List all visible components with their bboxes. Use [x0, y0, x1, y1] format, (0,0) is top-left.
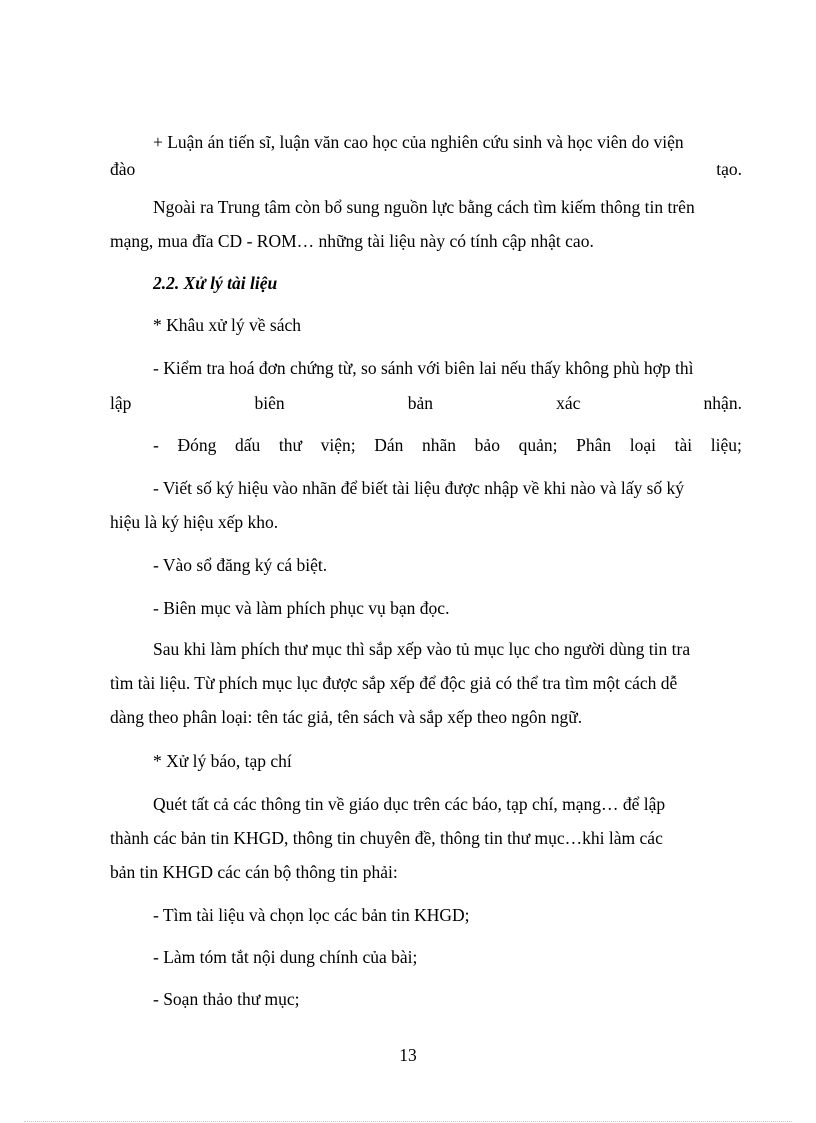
para3-line1: Sau khi làm phích thư mục thì sắp xếp vào tủ mục lục cho người dùng tin tra — [153, 639, 691, 659]
item2-word: quản; — [518, 435, 558, 455]
item4: - Vào sổ đăng ký cá biệt. — [153, 555, 328, 575]
item2-word: liệu; — [710, 435, 742, 455]
item2-word: nhãn — [422, 435, 457, 455]
item2-word: Dán — [374, 435, 404, 455]
item2-word: loại — [629, 435, 656, 455]
para2-line1: Ngoài ra Trung tâm còn bổ sung nguồn lực bằng cách tìm kiếm thông tin trên — [153, 197, 695, 217]
para2-line2: mạng, mua đĩa CD - ROM… những tài liệu này có tính cập nhật cao. — [110, 231, 594, 251]
item2-word: viện; — [320, 435, 356, 455]
para4-line3: bản tin KHGD các cán bộ thông tin phải: — [110, 862, 398, 882]
para4-line2: thành các bản tin KHGD, thông tin chuyên đề, thông tin thư mục…khi làm các — [110, 828, 663, 848]
item1-line2-word: nhận. — [703, 393, 742, 413]
item2-word: thư — [278, 435, 302, 455]
task2: - Làm tóm tắt nội dung chính của bài; — [153, 947, 418, 967]
item1-line2-word: biên — [254, 393, 285, 413]
item2-word: bảo — [474, 435, 500, 455]
item1-line2-word: xác — [556, 393, 581, 413]
task1: - Tìm tài liệu và chọn lọc các bản tin KHGD; — [153, 905, 470, 925]
footer-divider — [24, 1121, 792, 1122]
subheading-books: * Khâu xử lý về sách — [153, 315, 301, 335]
item1-line2-word: bản — [407, 393, 434, 413]
item2-word: - — [153, 435, 159, 455]
para3-line3: dàng theo phân loại: tên tác giả, tên sách và sắp xếp theo ngôn ngữ. — [110, 707, 583, 727]
item2-word: tài — [674, 435, 693, 455]
item2-word: Phân — [576, 435, 612, 455]
item3-line2: hiệu là ký hiệu xếp kho. — [110, 512, 279, 532]
subheading-periodicals: * Xử lý báo, tạp chí — [153, 751, 292, 771]
para4-line1: Quét tất cả các thông tin về giáo dục trên các báo, tạp chí, mạng… để lập — [153, 794, 666, 814]
para3-line2: tìm tài liệu. Từ phích mục lục được sắp xếp để độc giả có thể tra tìm một cách dễ — [110, 673, 678, 693]
page-number: 13 — [399, 1045, 417, 1065]
item2-word: dấu — [234, 435, 261, 455]
section-heading: 2.2. Xử lý tài liệu — [153, 273, 278, 293]
para1-line1: + Luận án tiến sĩ, luận văn cao học của nghiên cứu sinh và học viên do viện — [153, 132, 684, 152]
item1-line2-word: lập — [110, 393, 132, 413]
item5: - Biên mục và làm phích phục vụ bạn đọc. — [153, 598, 450, 618]
item2-word: Đóng — [177, 435, 217, 455]
item2-line — [153, 434, 742, 456]
para1-line2-right: tạo. — [716, 159, 742, 179]
task3: - Soạn thảo thư mục; — [153, 989, 300, 1009]
para1-line2 — [110, 158, 742, 180]
item1-line2 — [110, 392, 742, 414]
para1-line2-left: đào — [110, 159, 136, 179]
item3-line1: - Viết số ký hiệu vào nhãn để biết tài liệu được nhập về khi nào và lấy số ký — [153, 478, 685, 498]
item1-line1: - Kiểm tra hoá đơn chứng từ, so sánh với biên lai nếu thấy không phù hợp thì — [153, 358, 694, 378]
